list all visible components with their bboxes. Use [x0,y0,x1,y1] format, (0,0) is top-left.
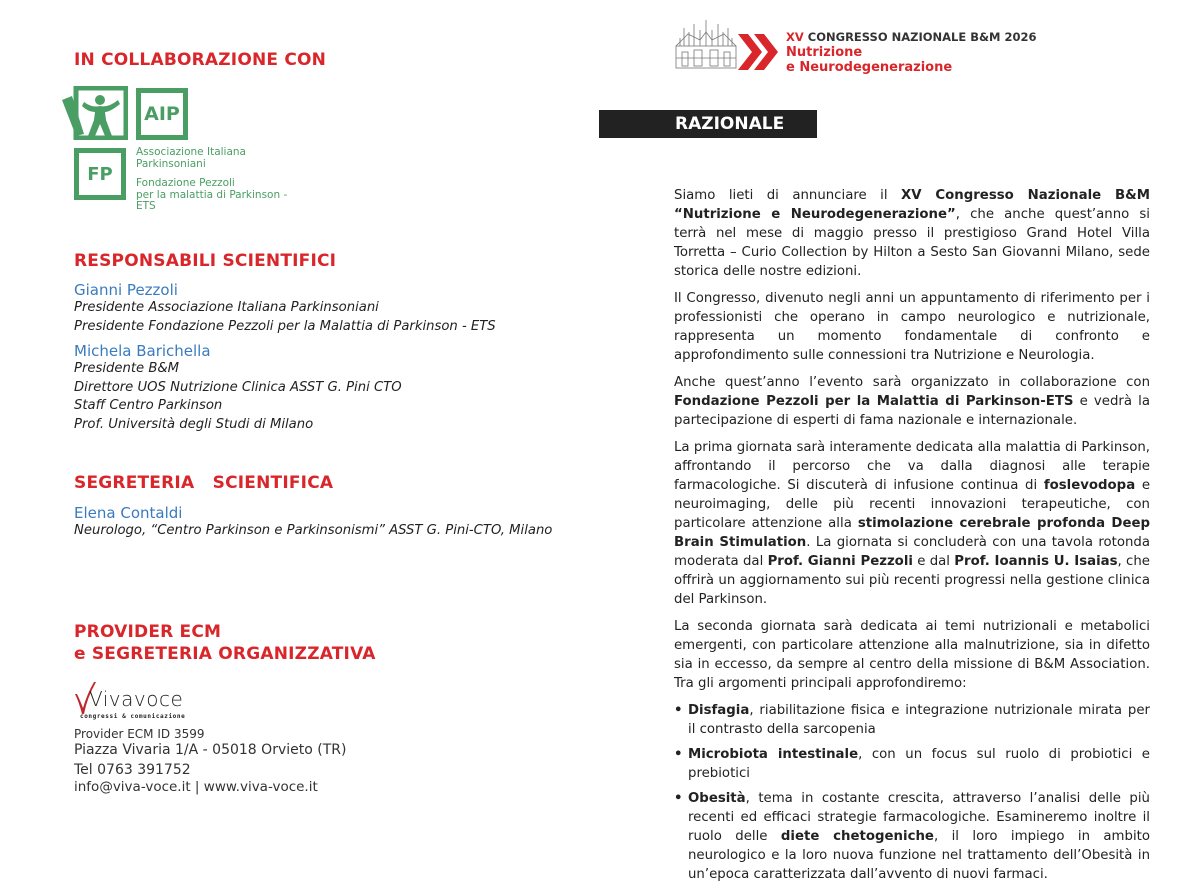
vivavoce-logo-tagline: congressi & comunicazione [80,713,186,720]
text-run: . La giornata si concluderà con una tavola rotonda moderata dal [674,535,1150,569]
text-run-bold: Disfagia [688,703,750,718]
bullet-dot-icon: • [674,747,683,762]
double-chevron-icon [738,32,782,72]
paragraph [674,438,1150,609]
vivavoce-logo [74,680,194,722]
bullet-dot-icon: • [674,703,683,718]
duomo-cathedral-icon [674,20,738,70]
text-run: La prima giornata sarà interamente dedicata alla malattia di Parkinson, affrontando il percorso che va dalla diagnosi alle terapie farmacologiche. Si discuterà di infusione continua di [674,440,1150,493]
fp-name-line: per la malattia di Parkinson - ETS [136,188,288,212]
text-run: Siamo lieti di annunciare il [674,188,901,203]
text-run: , che anche quest’anno si terrà nel mese di maggio presso il prestigioso Grand Hotel Villa Torretta – Curio Collection by Hilton a Sesto San Giovanni Milano, sede storica delle nostre edizioni. [674,207,1150,279]
chevron-mark [738,32,782,72]
vivavoce-logo-name: Vivavoce [89,687,184,711]
congress-subtitle-line: e Neurodegenerazione [786,60,953,75]
person-entry [74,281,496,336]
text-run-bold: foslevodopa [1043,478,1136,493]
fp-logo-text: FP [87,163,113,185]
text-run-bold: diete chetogeniche [780,829,934,844]
provider-heading-line: PROVIDER ECM [74,622,222,642]
text-run: e neuroimaging, delle più recenti innovazioni terapeutiche, con particolare attenzione alla [674,478,1150,531]
aip-logo [136,88,188,140]
person-role: Direttore UOS Nutrizione Clinica ASST G. Pini CTO [74,379,402,395]
razionale-body [674,186,1150,890]
responsabili-heading: RESPONSABILI SCIENTIFICI [74,251,337,271]
paragraph [674,186,1150,281]
congress-title [786,30,1037,44]
text-run: e dal [912,554,955,569]
text-run: , tema in costante crescita, attraverso l’analisi delle più recenti ed efficaci strategie farmacologiche. Esamineremo inoltre il ruolo delle [688,791,1150,844]
aip-name-line: Associazione Italiana [136,146,246,158]
partner-logos [62,86,307,212]
aip-name-line: Parkinsoniani [136,157,206,170]
paragraph: La seconda giornata sarà dedicata ai temi nutrizionali e metabolici emergenti, con particolare attenzione alla malnutrizione, sia in difetto sia in eccesso, da sempre al centro della missione di B&M Association. Tra gli argomenti principali approfondiremo: [674,619,1150,691]
paragraph: Il Congresso, divenuto negli anni un appuntamento di riferimento per i professionisti che operano in campo neurologico e nutrizionale, rappresenta un momento fondamentale di confronto e approfondimento sulle connessioni tra Nutrizione e Neurologia. [674,291,1150,363]
text-run: e vedrà la partecipazione di esperti di fama nazionale e internazionale. [674,394,1150,428]
congress-edition: XV [786,30,804,44]
person-entry [74,342,496,434]
text-run-bold: Fondazione Pezzoli per la Malattia di Parkinson-ETS [674,394,1074,409]
text-run: , con un focus sul ruolo di probiotici e prebiotici [688,747,1150,781]
text-run-bold: Prof. Gianni Pezzoli [767,554,913,569]
aip-figure-logo [62,86,128,140]
fp-logo [74,148,126,200]
person-name: Gianni Pezzoli [74,281,178,299]
provider-address: Piazza Vivaria 1/A - 05018 Orvieto (TR) [74,742,347,758]
parkinson-figure-icon [62,86,128,140]
provider-heading [74,621,376,665]
section-label: RAZIONALE [599,110,817,138]
bullet-item [674,745,1150,783]
duomo-illustration [674,20,738,70]
person-name: Elena Contaldi [74,504,183,522]
paragraph [674,373,1150,430]
provider-id: Provider ECM ID 3599 [74,727,205,741]
responsabili-list [74,281,496,434]
congress-subtitle-line: Nutrizione [786,45,863,60]
fp-full-name [136,178,307,213]
segreteria-entry [74,504,552,541]
text-run: , che offrirà un aggiornamento sui più recenti progressi nella gestione clinica del Parkinson. [674,554,1150,607]
text-run-bold: Microbiota intestinale [688,747,859,762]
aip-logo-text: AIP [144,103,180,125]
bullet-item [674,789,1150,884]
text-run-bold: Obesità [688,791,746,806]
person-name: Michela Barichella [74,342,211,360]
provider-phone: Tel 0763 391752 [74,762,191,778]
person-role: Prof. Università degli Studi di Milano [74,416,314,432]
text-run-bold: XV Congresso Nazionale B&M “Nutrizione e Neurodegenerazione” [674,188,1151,222]
bullet-dot-icon: • [674,791,683,806]
person-role: Presidente Fondazione Pezzoli per la Malattia di Parkinson - ETS [74,318,496,334]
segreteria-heading: SEGRETERIA SCIENTIFICA [74,473,334,493]
congress-subtitle [786,45,952,75]
person-role: Presidente Associazione Italiana Parkinsoniani [74,300,379,315]
text-run-bold: Prof. Ioannis U. Isaias [954,554,1118,569]
text-run: , il loro impiego in ambito neurologico e la loro nuova funzione nel trattamento dell’Obesità in un’epoca caratterizzata dall’avvento di nuovi farmaci. [688,829,1150,882]
person-role: Neurologo, “Centro Parkinson e Parkinsonismi” ASST G. Pini-CTO, Milano [74,523,553,538]
person-role: Staff Centro Parkinson [74,398,223,413]
text-run-bold: stimolazione cerebrale profonda Deep Brain Stimulation [674,516,1151,550]
text-run: Anche quest’anno l’evento sarà organizzato in collaborazione con [674,375,1150,390]
collaboration-heading: IN COLLABORAZIONE CON [74,50,327,70]
provider-heading-line: e SEGRETERIA ORGANIZZATIVA [74,644,376,664]
bullet-item [674,701,1150,739]
text-run: , riabilitazione fisica e integrazione nutrizionale mirata per il contrasto della sarcopenia [688,703,1150,737]
fp-name-line: Fondazione Pezzoli [136,177,235,189]
person-role: Presidente B&M [74,361,180,376]
congress-title-line: CONGRESSO NAZIONALE B&M 2026 [807,30,1037,44]
provider-web[interactable]: info@viva-voce.it | www.viva-voce.it [74,779,318,795]
aip-full-name [136,147,246,170]
